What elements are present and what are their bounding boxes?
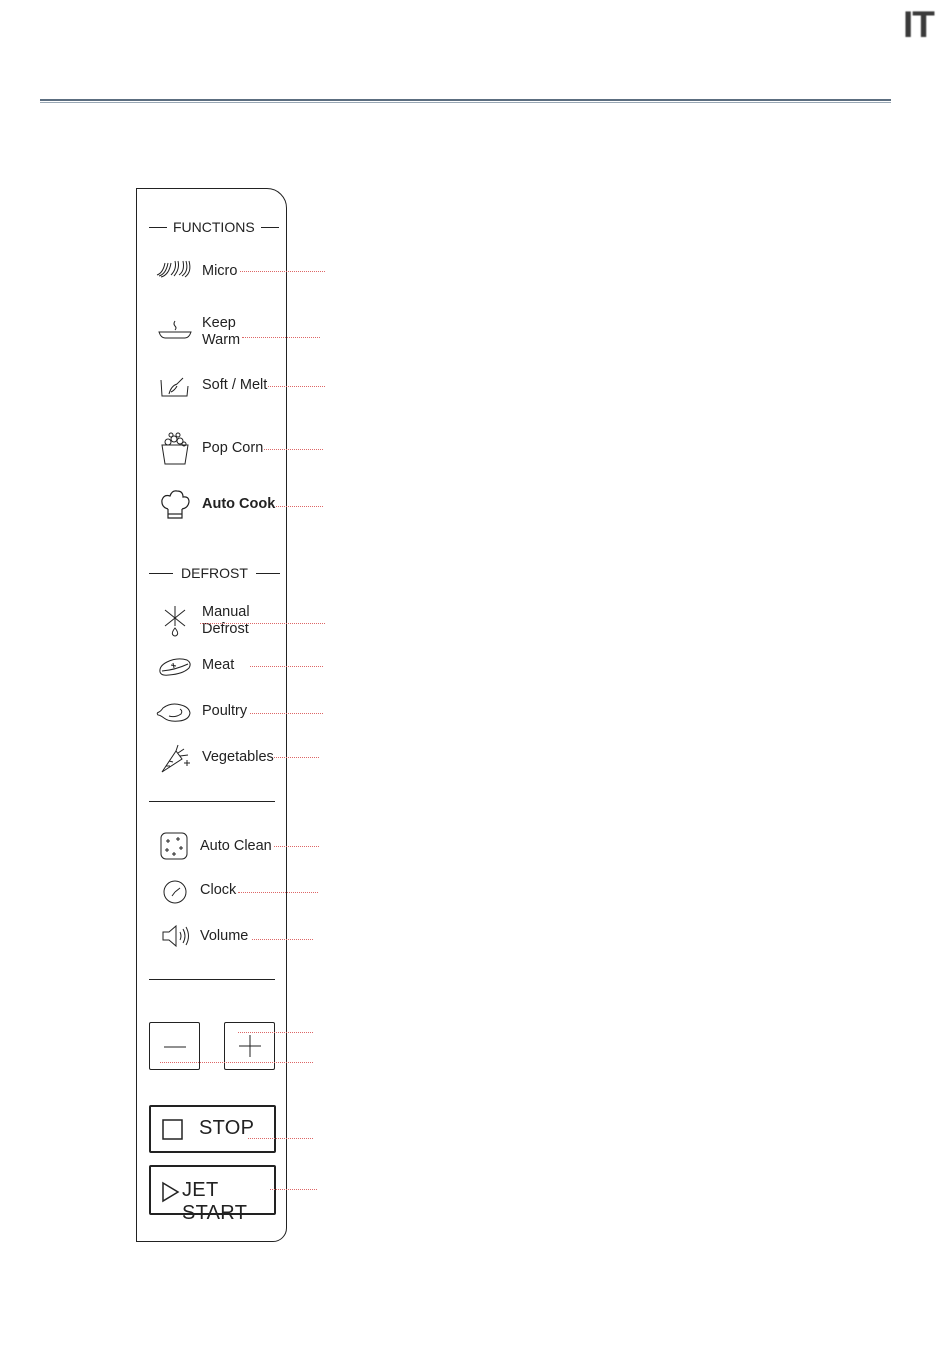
leader-line [200,623,325,624]
volume-button-label[interactable]: Volume [200,928,249,944]
keep-warm-label-line1[interactable]: Keep [202,315,236,331]
functions-section-title [149,219,279,235]
micro-button-label[interactable]: Micro [202,263,238,279]
stop-button[interactable] [149,1105,276,1153]
leader-line [264,449,323,450]
clock-icon [161,878,189,906]
keep-warm-label-line2[interactable]: Warm [202,332,241,348]
plate-steam-icon [157,318,193,342]
leader-line [250,666,323,667]
leader-line [270,1189,317,1190]
soft-melt-button-label[interactable]: Soft / Melt [202,377,268,393]
auto-clean-button-label[interactable]: Auto Clean [200,838,272,854]
jet-start-button[interactable] [149,1165,276,1224]
poultry-button-label[interactable]: Poultry [202,703,248,719]
clock-button-label[interactable]: Clock [200,882,237,898]
microwave-waves-icon [155,259,195,279]
sparkle-box-icon [159,831,189,861]
plus-icon [239,1035,261,1057]
section-divider [149,801,275,802]
leader-line [248,1138,313,1139]
speaker-icon [160,923,192,949]
chef-hat-icon [159,489,191,521]
manual-defrost-label-line1[interactable]: Manual [202,604,250,620]
header-rule-secondary [40,102,891,103]
defrost-section-title [149,565,280,581]
steak-icon [157,654,193,678]
leader-line [252,939,313,940]
vegetables-button-label[interactable]: Vegetables [202,749,274,765]
leader-line [160,1062,313,1063]
leader-line [268,386,325,387]
jet-start-button-label: JET START [182,1179,248,1224]
chicken-icon [155,700,193,726]
minus-icon [164,1046,186,1048]
language-tag: IT [903,4,934,45]
square-stop-icon [162,1119,184,1141]
section-divider [149,979,275,980]
melting-pot-icon [159,374,191,398]
stop-button-label: STOP [199,1117,255,1139]
carrot-icon [158,743,192,775]
leader-line [240,271,325,272]
pop-corn-button-label[interactable]: Pop Corn [202,440,264,456]
header-rule [40,99,891,101]
popcorn-icon [159,432,191,466]
functions-title-text: FUNCTIONS [173,219,255,235]
leader-line [276,506,323,507]
snowflake-drop-icon [160,604,190,638]
auto-cook-button-label[interactable]: Auto Cook [202,496,276,512]
leader-line [242,337,320,338]
leader-line [274,846,319,847]
manual-defrost-label-line2[interactable]: Defrost [202,621,249,637]
defrost-title-text: DEFROST [181,565,248,581]
leader-line [274,757,319,758]
meat-button-label[interactable]: Meat [202,657,235,673]
leader-line [250,713,323,714]
leader-line [238,1032,313,1033]
leader-line [238,892,318,893]
play-triangle-icon [161,1181,181,1203]
